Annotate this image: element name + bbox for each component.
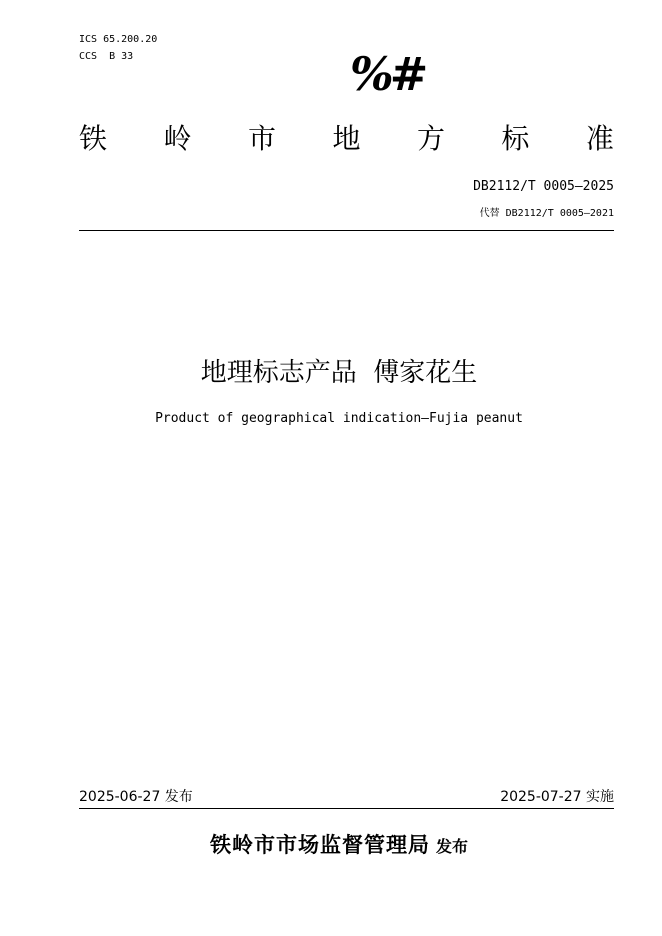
issue-date: 2025-06-27 发布: [79, 789, 193, 805]
standard-title-char: 方: [416, 122, 445, 155]
replaces-standard: 代替 DB2112/T 0005—2021: [479, 208, 614, 219]
document-title: 地理标志产品 傅家花生: [200, 358, 478, 388]
issuer-name: 铁岭市市场监督管理局: [209, 832, 430, 857]
document-subtitle: Product of geographical indication—Fujia peanut: [155, 411, 523, 426]
standard-number: DB2112/T 0005—2025: [473, 179, 614, 194]
standard-logo: %#: [350, 47, 425, 101]
header-divider: [79, 230, 614, 231]
ics-code: ICS 65.200.20: [79, 34, 158, 45]
issuer-suffix: 发布: [435, 837, 468, 856]
ccs-code: CCS B 33: [79, 51, 134, 62]
footer-divider: [79, 808, 614, 809]
standard-title-char: 岭: [163, 122, 192, 155]
standard-title-char: 市: [247, 122, 276, 155]
standard-title-char: 地: [332, 122, 361, 155]
standard-title-char: 标: [501, 122, 530, 155]
implementation-date: 2025-07-27 实施: [500, 789, 614, 805]
standard-category-title: [79, 122, 614, 156]
standard-title-char: 准: [585, 122, 614, 155]
standard-title-char: 铁: [79, 122, 108, 155]
issuer-block: [0, 830, 662, 862]
